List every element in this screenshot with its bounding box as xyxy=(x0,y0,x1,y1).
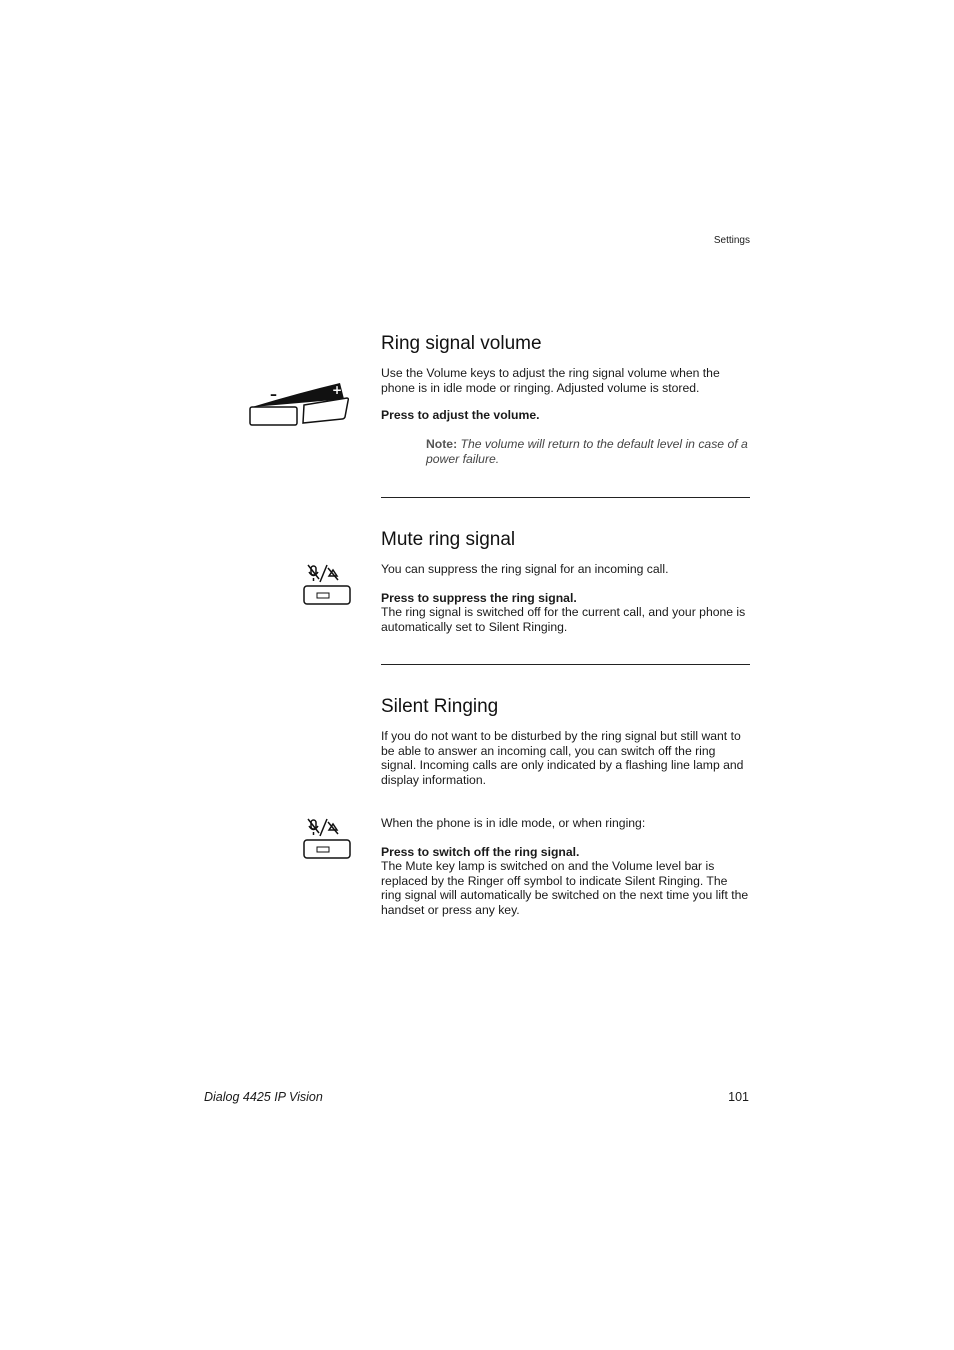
note-label: Note: xyxy=(426,437,458,451)
ring-volume-instruction: Press to adjust the volume. xyxy=(381,408,540,422)
silent-result: The Mute key lamp is switched on and the Volume level bar is replaced by the Ringer off symbol to indicate Silent Ringing. The ring signal will automatically be switched on the next time you lift the handset or press any key. xyxy=(381,859,749,917)
silent-instruction: Press to switch off the ring signal. xyxy=(381,845,580,859)
mute-intro: You can suppress the ring signal for an incoming call. xyxy=(381,562,669,576)
silent-intro: If you do not want to be disturbed by the ring signal but still want to be able to answer an incoming call, you can switch off the ring signal. Incoming calls are only indicated by a flashing line lamp and display information. xyxy=(381,729,744,787)
section-title-mute-ring-signal: Mute ring signal xyxy=(381,529,516,550)
running-header: Settings xyxy=(713,235,750,246)
footer-product: Dialog 4425 IP Vision xyxy=(204,1090,323,1104)
minus-icon: – xyxy=(270,387,277,403)
section-divider xyxy=(381,664,750,665)
plus-icon: + xyxy=(332,383,343,397)
mute-instruction: Press to suppress the ring signal. xyxy=(381,591,577,605)
section-divider xyxy=(381,497,750,498)
ring-volume-intro: Use the Volume keys to adjust the ring signal volume when the phone is in idle mode or ringing. Adjusted volume is stored. xyxy=(381,366,720,395)
section-title-ring-signal-volume: Ring signal volume xyxy=(381,333,542,354)
volume-keys-icon xyxy=(248,381,352,429)
mute-result: The ring signal is switched off for the current call, and your phone is automatically set to Silent Ringing. xyxy=(381,605,746,634)
page-number: 101 xyxy=(728,1090,749,1104)
ring-volume-note xyxy=(426,437,751,467)
section-title-silent-ringing: Silent Ringing xyxy=(381,696,499,717)
mute-key-icon xyxy=(302,562,352,608)
silent-condition: When the phone is in idle mode, or when ringing: xyxy=(381,816,646,830)
mute-key-icon xyxy=(302,816,352,862)
note-text: The volume will return to the default level in case of a power failure. xyxy=(426,437,748,466)
